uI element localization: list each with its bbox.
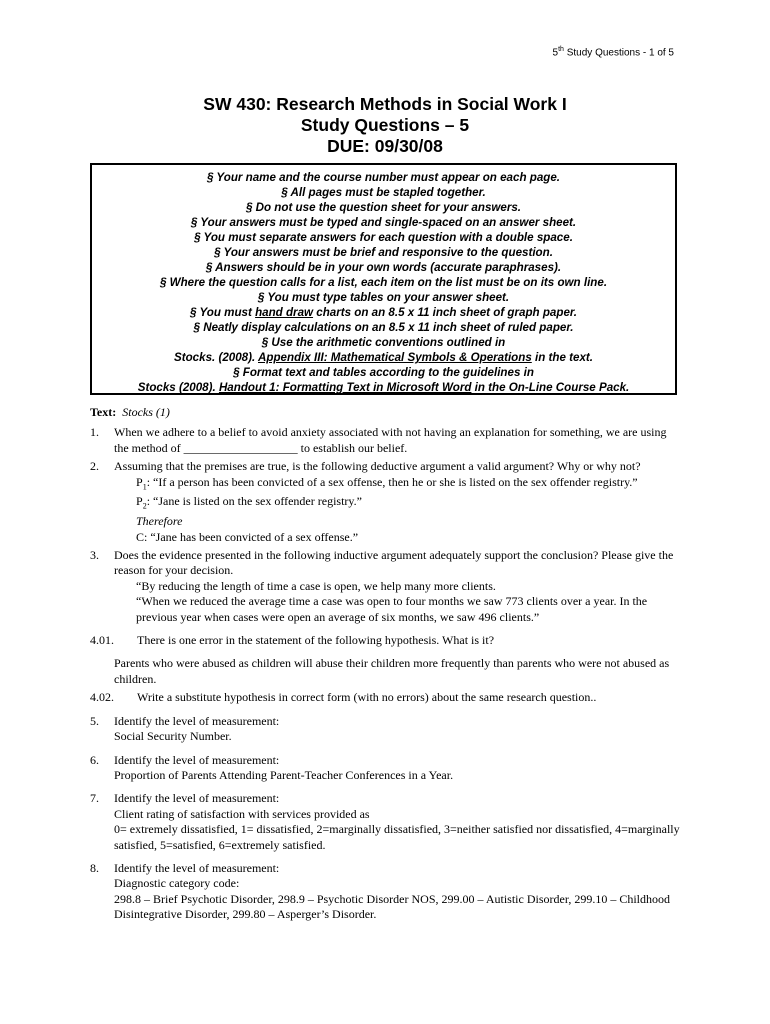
rules-box: [90, 163, 677, 395]
rule-handout-c: in the On-Line Course Pack.: [471, 381, 630, 394]
rule-appendix: [92, 350, 675, 365]
premise-2: [114, 494, 680, 514]
premise-subscript: 1: [142, 482, 147, 492]
rule-handout-title: Handout 1: Formatting Text in Microsoft Word: [218, 381, 472, 394]
rule-appendix-a: Stocks. (2008).: [174, 351, 258, 364]
rule-arithmetic: § Use the arithmetic conventions outlined in: [261, 336, 506, 349]
question-1: [90, 425, 680, 456]
therefore-label: Therefore: [136, 514, 183, 529]
assignment-title: Study Questions – 5: [300, 115, 470, 135]
header-ordinal: 5: [552, 47, 559, 59]
rule-charts: [92, 305, 675, 320]
rule-own-words: § Answers should be in your own words (accurate paraphrases).: [205, 261, 562, 274]
header-text: Study Questions - 1 of 5: [563, 47, 674, 59]
rule-handout-a: Stocks (2008).: [137, 381, 219, 394]
question-item: Client rating of satisfaction with services provided as: [114, 806, 370, 821]
premise-subscript: 2: [142, 501, 147, 511]
question-number: 8.: [90, 860, 99, 875]
rule-question-sheet: § Do not use the question sheet for your answers.: [245, 201, 522, 214]
due-date: DUE: 09/30/08: [327, 136, 443, 156]
argument-quote-2: “When we reduced the average time a case was open to four months we saw 773 clients over a year. In the previous year when cases were open an average of six months, we saw 496 clients.”: [136, 594, 648, 624]
question-8: [90, 861, 680, 923]
question-number: 1.: [90, 425, 99, 440]
title-block: [0, 94, 770, 157]
question-text: Identify the level of measurement:: [114, 713, 280, 728]
question-3: [90, 548, 680, 625]
rule-charts-a: § You must: [189, 306, 256, 319]
rule-list: § Where the question calls for a list, each item on the list must be on its own line.: [159, 276, 608, 289]
rule-name: § Your name and the course number must appear on each page.: [206, 171, 561, 184]
hypothesis-text: Parents who were abused as children will abuse their children more frequently than parents who were not abused as children.: [114, 656, 670, 686]
rule-tables: § You must type tables on your answer sheet.: [257, 291, 510, 304]
question-text: There is one error in the statement of the following hypothesis. What is it?: [137, 633, 495, 648]
question-number: 7.: [90, 791, 99, 806]
text-reference-label: Text:: [90, 405, 117, 419]
rule-calculations: § Neatly display calculations on an 8.5 x 11 inch sheet of ruled paper.: [193, 321, 574, 334]
question-item: Social Security Number.: [114, 729, 232, 744]
question-item: Diagnostic category code:: [114, 876, 240, 891]
page-header: [553, 46, 674, 58]
conclusion: C: “Jane has been convicted of a sex offense.”: [136, 529, 359, 544]
question-number: 2.: [90, 459, 99, 474]
rule-separate: § You must separate answers for each question with a double space.: [194, 231, 573, 244]
question-text: Identify the level of measurement:: [114, 752, 280, 767]
question-text: Assuming that the premises are true, is the following deductive argument a valid argument? Why or why not?: [114, 459, 641, 474]
question-4-02: [90, 690, 680, 705]
rule-typed: § Your answers must be typed and single-spaced on an answer sheet.: [190, 216, 577, 229]
premise-label: P: [136, 474, 143, 489]
rule-format: § Format text and tables according to the guidelines in: [233, 366, 534, 379]
questions-section: [90, 405, 680, 923]
rule-appendix-title: Appendix III: Mathematical Symbols & Operations: [258, 351, 532, 364]
premise-text: : “Jane is listed on the sex offender registry.”: [146, 494, 362, 509]
question-text: Identify the level of measurement:: [114, 791, 280, 806]
question-number: 5.: [90, 713, 99, 728]
question-7: [90, 791, 680, 853]
question-item: Proportion of Parents Attending Parent-Teacher Conferences in a Year.: [114, 767, 454, 782]
rule-appendix-c: in the text.: [531, 351, 593, 364]
question-text: Write a substitute hypothesis in correct form (with no errors) about the same research question..: [137, 690, 597, 705]
rule-charts-c: charts on an 8.5 x 11 inch sheet of graph paper.: [313, 306, 577, 319]
question-4-01: [90, 633, 680, 648]
premise-label: P: [136, 494, 143, 509]
question-text: Does the evidence presented in the following inductive argument adequately support the conclusion? Please give the reason for your decision.: [114, 548, 674, 578]
text-reference-value: Stocks (1): [122, 405, 170, 419]
argument-quote-1: “By reducing the length of time a case is open, we help many more clients.: [136, 578, 496, 593]
rating-scale: 0= extremely dissatisfied, 1= dissatisfied, 2=marginally dissatisfied, 3=neither satisfied nor dissatisfied, 4=marginally satisfied, 5=satisfied, 6=extremely satisfied.: [114, 822, 680, 852]
header-ordinal-suffix: th: [558, 46, 564, 53]
text-reference: [90, 405, 680, 420]
question-text: When we adhere to a belief to avoid anxiety associated with not having an explanation for something, we are using the method of ___________________ to establish our belief.: [114, 425, 667, 455]
question-text: Identify the level of measurement:: [114, 860, 280, 875]
question-2: [90, 459, 680, 545]
question-number: 4.02.: [90, 690, 114, 705]
question-number: 3.: [90, 548, 99, 563]
question-5: [90, 714, 680, 745]
diagnostic-codes: 298.8 – Brief Psychotic Disorder, 298.9 – Psychotic Disorder NOS, 299.00 – Autistic Disorder, 299.10 – Childhood Disintegrative Disorder, 299.80 – Asperger’s Disorder.: [114, 891, 671, 922]
premise-text: : “If a person has been convicted of a sex offense, then he or she is listed on the sex offender registry.”: [146, 474, 638, 489]
rule-handout: [92, 380, 675, 395]
question-6: [90, 753, 680, 784]
course-title: SW 430: Research Methods in Social Work I: [203, 94, 567, 114]
premise-1: [114, 475, 680, 495]
rule-charts-emphasis: hand draw: [255, 306, 314, 319]
question-number: 6.: [90, 752, 99, 767]
rule-staple: § All pages must be stapled together.: [281, 186, 486, 199]
rule-brief: § Your answers must be brief and responsive to the question.: [214, 246, 553, 259]
hypothesis-statement: [90, 656, 680, 687]
question-number: 4.01.: [90, 633, 114, 648]
